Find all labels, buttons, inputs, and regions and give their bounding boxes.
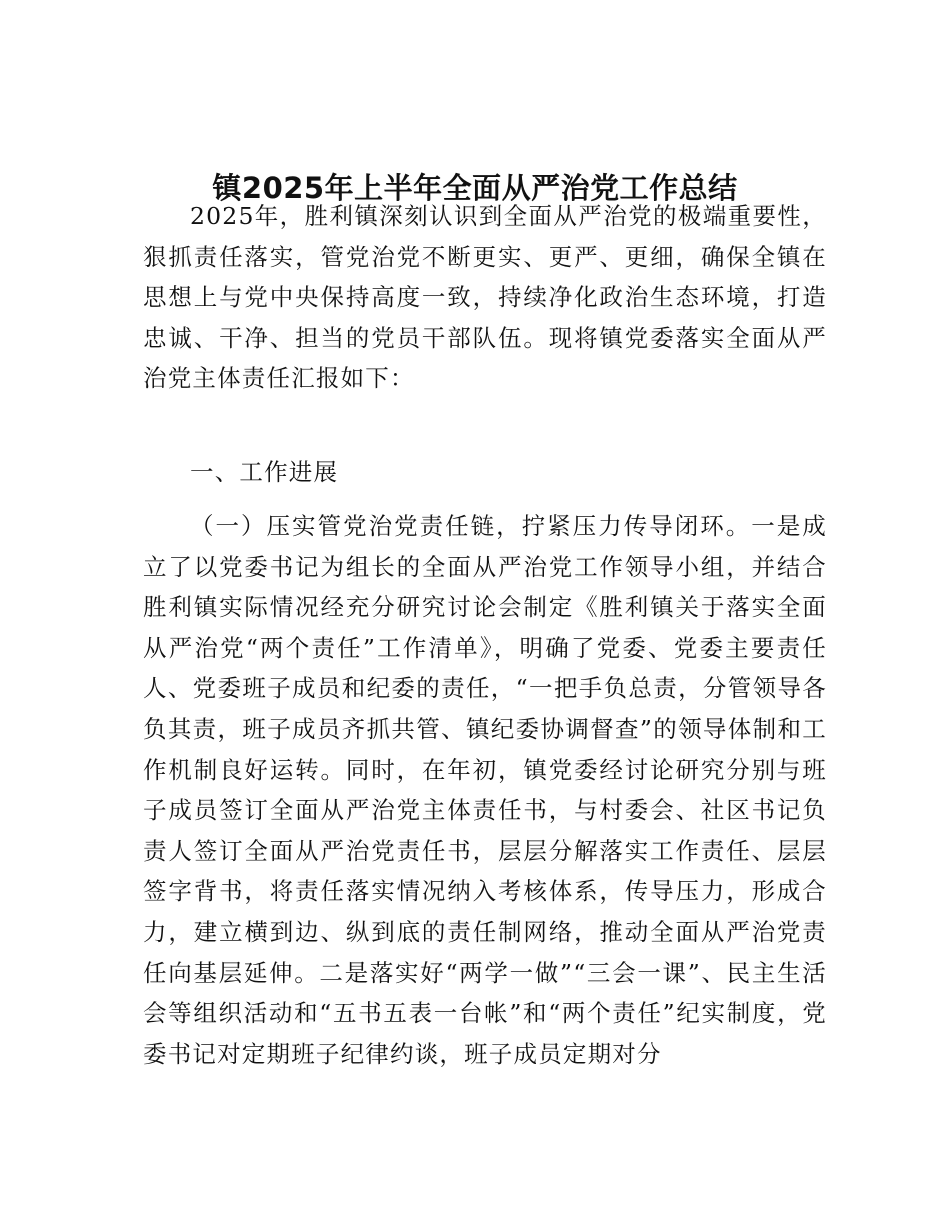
document-title: 镇2025年上半年全面从严治党工作总结 [212, 171, 738, 205]
section-heading: 一、工作进展 [190, 458, 339, 486]
body-paragraph: （一）压实管党治党责任链，拧紧压力传导闭环。一是成立了以党委书记为组长的全面从严治党工作领导小组，并结合胜利镇实际情况经充分研究讨论会制定《胜利镇关于落实全面从严治党“两个责任”工作清单》，明确了党委、党委主要责任人、党委班子成员和纪委的责任，“一把手负总责，分管领导各负其责，班子成员齐抓共管、镇纪委协调督查”的领导体制和工作机制良好运转。同时，在年初，镇党委经讨论研究分别与班子成员签订全面从严治党主体责任书，与村委会、社区书记负责人签订全面从严治党责任书，层层分解落实工作责任、层层签字背书，将责任落实情况纳入考核体系，传导压力，形成合力，建立横到边、纵到底的责任制网络，推动全面从严治党责任向基层延伸。二是落实好“两学一做”“三会一课”、民主生活会等组织活动和“五书五表一台帐”和“两个责任”纪实制度，党委书记对定期班子纪律约谈，班子成员定期对分 [143, 512, 827, 1068]
intro-paragraph: 2025年，胜利镇深刻认识到全面从严治党的极端重要性，狠抓责任落实，管党治党不断更实、更严、更细，确保全镇在思想上与党中央保持高度一致，持续净化政治生态环境，打造忠诚、干净、担当的党员干部队伍。现将镇党委落实全面从严治党主体责任汇报如下： [143, 202, 827, 393]
